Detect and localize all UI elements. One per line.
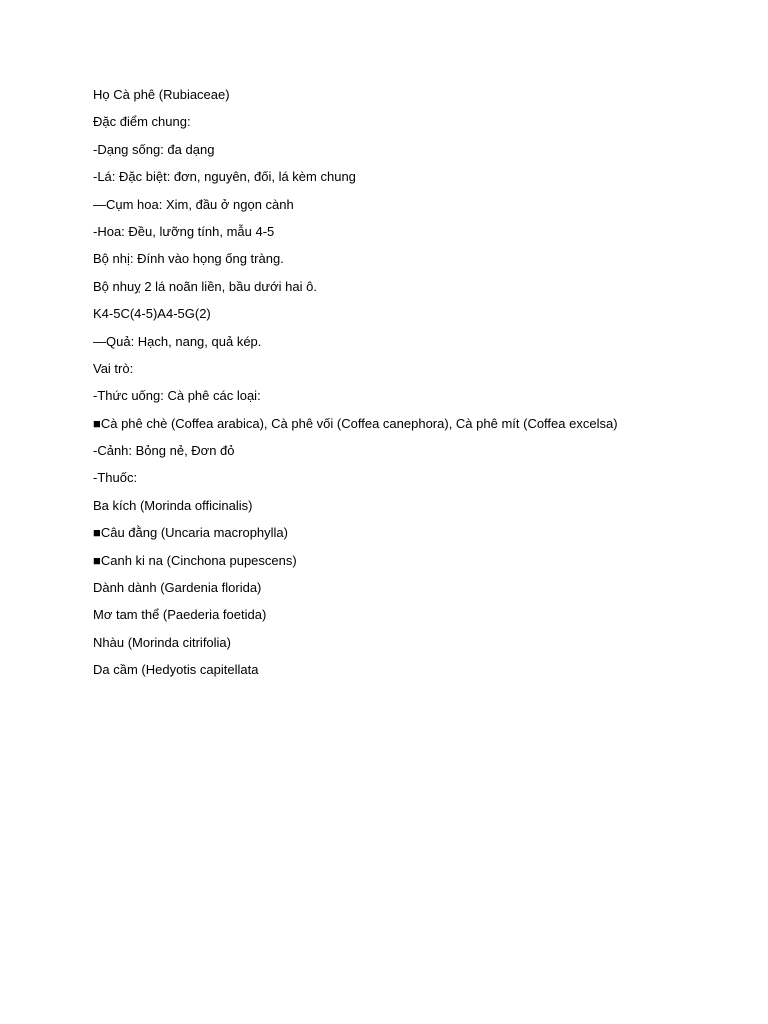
text-line-fruit: —Quả: Hạch, nang, quả kép.	[93, 333, 262, 349]
list-item-cau-dang: ■Câu đằng (Uncaria macrophylla)	[93, 525, 288, 541]
text-line-flower: -Hoa: Đều, lưỡng tính, mẫu 4-5	[93, 223, 275, 239]
list-item-da-cam: Da cầm (Hedyotis capitellata	[93, 662, 259, 678]
list-item-canh-ki-na: ■Canh ki na (Cinchona pupescens)	[93, 552, 297, 568]
document-title: Họ Cà phê (Rubiaceae)	[93, 87, 230, 102]
list-item-coffee-species: ■Cà phê chè (Coffea arabica), Cà phê vối (Coffea canephora), Cà phê mít (Coffea excelsa)	[93, 415, 618, 431]
text-line-life-form: -Dạng sống: đa dạng	[93, 141, 215, 157]
list-item-ba-kich: Ba kích (Morinda officinalis)	[93, 497, 253, 513]
text-line-stamens: Bộ nhị: Đính vào họng ống tràng.	[93, 251, 284, 267]
text-line-inflorescence: —Cụm hoa: Xim, đầu ở ngọn cành	[93, 196, 294, 212]
text-line-floral-formula: K4-5C(4-5)A4-5G(2)	[93, 306, 211, 322]
text-line-medicine: -Thuốc:	[93, 470, 138, 486]
document-body	[93, 86, 733, 689]
text-line-beverages: -Thức uống: Cà phê các loại:	[93, 388, 261, 404]
list-item-danh-danh: Dành dành (Gardenia florida)	[93, 580, 262, 596]
section-heading-general-features: Đặc điểm chung:	[93, 114, 191, 130]
list-item-nhau: Nhàu (Morinda citrifolia)	[93, 634, 231, 650]
list-item-mo-tam-the: Mơ tam thể (Paederia foetida)	[93, 607, 267, 623]
text-line-ornamental: -Cảnh: Bỏng nẻ, Đơn đỏ	[93, 443, 235, 459]
text-line-pistil: Bộ nhuỵ 2 lá noãn liền, bầu dưới hai ô.	[93, 278, 317, 294]
section-heading-roles: Vai trò:	[93, 360, 134, 376]
text-line-leaf: -Lá: Đặc biệt: đơn, nguyên, đối, lá kèm chung	[93, 169, 356, 185]
